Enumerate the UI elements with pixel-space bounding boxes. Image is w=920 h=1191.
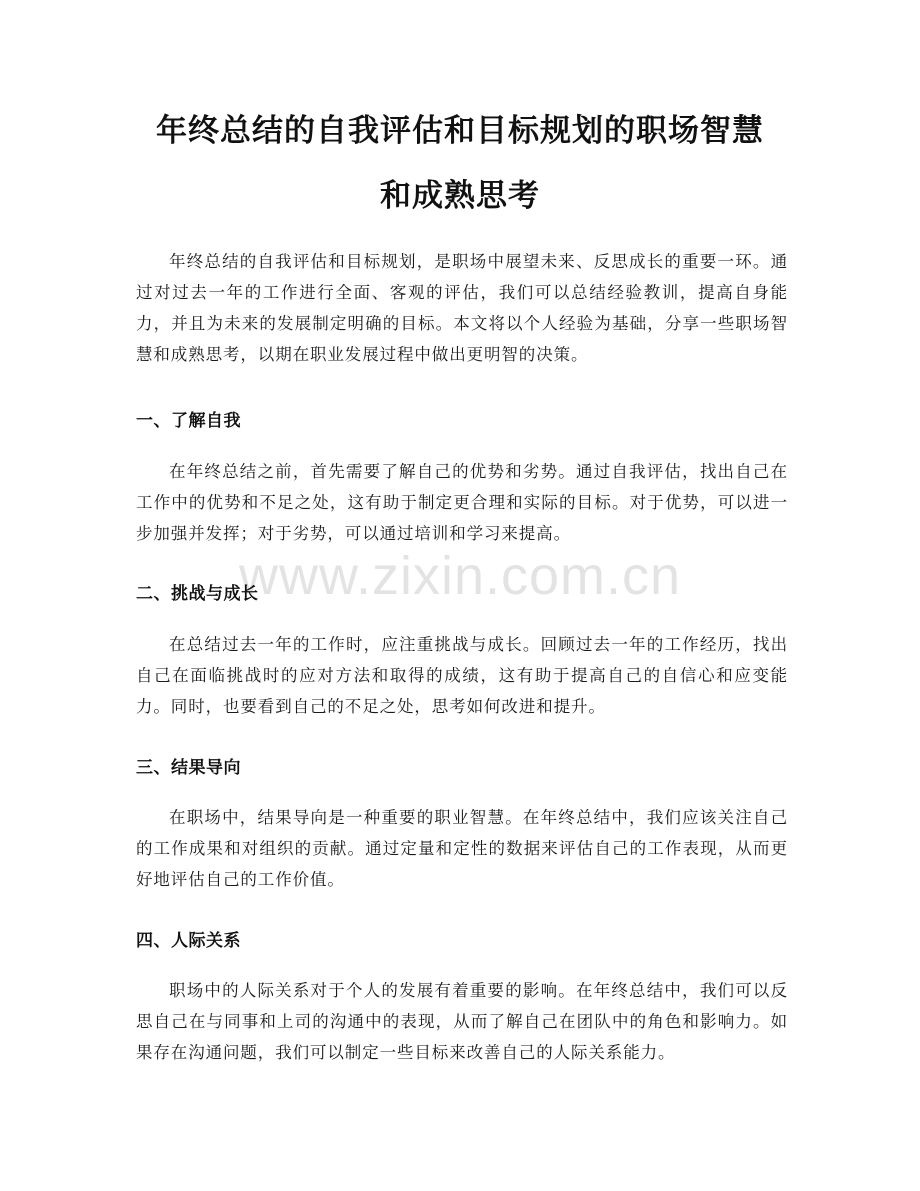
section-heading-3: 三、结果导向 xyxy=(136,758,241,778)
watermark: www.zixin.com.cn xyxy=(238,546,682,606)
section-heading-1: 一、了解自我 xyxy=(136,411,241,431)
document-title-line1: 年终总结的自我评估和目标规划的职场智慧 xyxy=(156,113,764,149)
section-body-3: 在职场中，结果导向是一种重要的职业智慧。在年终总结中，我们应该关注自己的工作成果和对组织的贡献。通过定量和定性的数据来评估自己的工作表现，从而更好地评估自己的工作价值。 xyxy=(136,808,788,889)
intro-paragraph: 年终总结的自我评估和目标规划，是职场中展望未来、反思成长的重要一环。通过对过去一年的工作进行全面、客观的评估，我们可以总结经验教训，提高自身能力，并且为未来的发展制定明确的目标。本文将以个人经验为基础，分享一些职场智慧和成熟思考，以期在职业发展过程中做出更明智的决策。 xyxy=(136,252,788,364)
section-heading-4: 四、人际关系 xyxy=(136,931,241,951)
section-body-1: 在年终总结之前，首先需要了解自己的优势和劣势。通过自我评估，找出自己在工作中的优势和不足之处，这有助于制定更合理和实际的目标。对于优势，可以进一步加强并发挥；对于劣势，可以通过培训和学习来提高。 xyxy=(136,462,788,543)
document-title-line2: 和成熟思考 xyxy=(380,178,540,214)
section-body-4: 职场中的人际关系对于个人的发展有着重要的影响。在年终总结中，我们可以反思自己在与同事和上司的沟通中的表现，从而了解自己在团队中的角色和影响力。如果存在沟通问题，我们可以制定一些目标来改善自己的人际关系能力。 xyxy=(136,981,788,1062)
section-heading-2: 二、挑战与成长 xyxy=(136,584,259,604)
section-body-2: 在总结过去一年的工作时，应注重挑战与成长。回顾过去一年的工作经历，找出自己在面临挑战时的应对方法和取得的成绩，这有助于提高自己的自信心和应变能力。同时，也要看到自己的不足之处，思考如何改进和提升。 xyxy=(136,635,788,716)
